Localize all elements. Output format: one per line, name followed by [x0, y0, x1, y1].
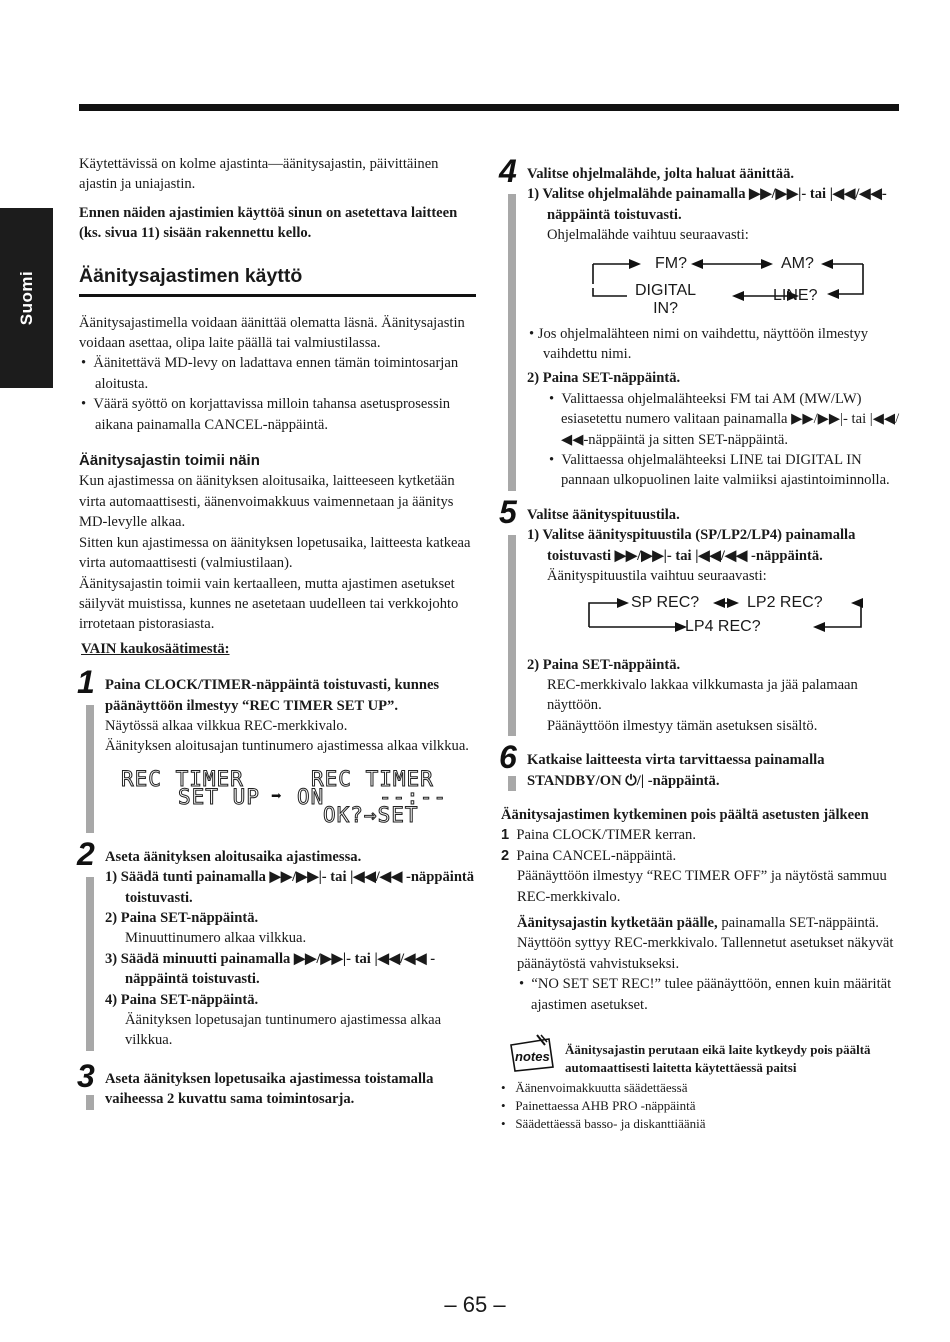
- substep-text: REC-merkkivalo lakkaa vilkkumasta ja jää palamaan näyttöön.: [547, 676, 858, 714]
- substep-bullet: • Valittaessa ohjelmalähteeksi FM tai AM (MW/LW) esiasetettu numero valitaan painamalla ▶▶/▶▶|- tai |◀◀/◀◀-näppäintä ja sitten SET-näppäintä.: [549, 390, 900, 448]
- notes-bullet: • Säädettäessä basso- ja diskanttiääniä: [501, 1116, 706, 1131]
- step-6: [499, 739, 901, 791]
- svg-text:notes: notes: [515, 1049, 550, 1064]
- substep-bullet: • Valittaessa ohjelmalähteeksi LINE tai DIGITAL IN pannaan ulkopuolinen laite valmiiksi ajastintoiminnolla.: [549, 452, 890, 489]
- step-heading: Valitse äänityspituustila.: [527, 506, 680, 523]
- notes-bullet: • Äänenvoimakkuutta säädettäessä: [501, 1080, 688, 1095]
- cycle-line: LINE?: [773, 286, 818, 304]
- substep-text: Äänityksen lopetusajan tuntinumero ajastimessa alkaa vilkkua.: [125, 1012, 442, 1049]
- cycle-fm: FM?: [655, 254, 687, 272]
- on-text: Näyttöön syttyy REC-merkkivalo. Tallennetut asetukset näkyvät päänäytöstä vahvistukseksi.: [517, 935, 894, 972]
- substep: 3) Säädä minuutti painamalla ▶▶/▶▶|- tai |◀◀/◀◀ -näppäintä toistuvasti.: [105, 950, 436, 988]
- notes-box: [501, 1041, 901, 1077]
- right-column: [499, 153, 901, 1133]
- cycle-lp2: LP2 REC?: [747, 593, 823, 611]
- step-3: [77, 1057, 476, 1110]
- section-title: Äänitysajastimen käyttö: [79, 264, 303, 287]
- substep: 2) Paina SET-näppäintä.: [527, 370, 681, 387]
- on-instruction: Äänitysajastin kytketään päälle, painamalla SET-näppäintä.: [517, 914, 879, 931]
- step-text: Näytössä alkaa vilkkua REC-merkkivalo.: [105, 717, 348, 734]
- section-title-rule: [79, 294, 476, 297]
- intro-text: Käytettävissä on kolme ajastinta—äänitysajastin, päivittäinen ajastin ja uniajastin.: [79, 156, 439, 193]
- cycle-lp4: LP4 REC?: [685, 617, 761, 635]
- remote-only-label: VAIN kaukosäätimestä:: [81, 640, 230, 657]
- section-bullet: • Väärä syöttö on korjattavissa milloin tahansa asetusprosessin aikana painamalla CANCEL-näppäintä.: [81, 396, 451, 433]
- subsection-para: Äänitysajastin toimii vain kertaalleen, mutta ajastimen asetukset säilyvät muistissa, kunnes ne asetetaan uudelleen tai verkkojohto irrotetaan pistorasiasta.: [79, 575, 459, 633]
- language-tab: [0, 208, 53, 388]
- step-heading: Paina CLOCK/TIMER-näppäintä toistuvasti, kunnes päänäyttöön ilmestyy “REC TIMER SET UP”.: [105, 677, 440, 714]
- step-bar: [86, 1095, 94, 1110]
- page-number: – 65 –: [444, 1292, 506, 1317]
- cycle-am: AM?: [781, 254, 814, 272]
- step-1: [77, 664, 476, 833]
- substep: 1) Valitse ohjelmalähde painamalla ▶▶/▶▶|- tai |◀◀/◀◀-näppäintä toistuvasti.: [527, 186, 887, 223]
- step-bar: [86, 877, 94, 1051]
- arrow-right-icon: ➡: [271, 785, 283, 807]
- substep: 1) Valitse äänityspituustila (SP/LP2/LP4) painamalla toistuvasti ▶▶/▶▶|- tai |◀◀/◀◀ -näppäintä.: [527, 527, 856, 564]
- section-intro: Äänitysajastimella voidaan äänittää olematta läsnä. Äänitysajastin voidaan asettaa, olipa laite päällä tai valmiustilassa.: [79, 314, 465, 352]
- source-cycle-diagram: [527, 252, 901, 318]
- step-number: 1: [77, 664, 95, 701]
- step-2: [77, 835, 476, 1051]
- notes-text: Äänitysajastin perutaan eikä laite kytkeydy pois päältä automaattisesti laitetta käytettäessä paitsi: [565, 1042, 871, 1075]
- step-heading: Katkaise laitteesta virta tarvittaessa painamalla STANDBY/ON ⏻/| -näppäintä.: [527, 752, 825, 789]
- lcd-display-illustration: [105, 763, 476, 833]
- step-number: 4: [499, 153, 517, 189]
- cycle-arrows: [527, 252, 901, 318]
- substep: 2) Paina SET-näppäintä.: [527, 656, 681, 673]
- notes-bullets: [501, 1079, 901, 1133]
- subsection-para: Kun ajastimessa on äänityksen aloitusaika, laitteeseen kytketään virta automaattisesti, äänenvoimakkuus vaimennetaan ja äänitys MD-levylle alkaa.: [79, 473, 455, 531]
- step-text: Äänityksen aloitusajan tuntinumero ajastimessa alkaa vilkkua.: [105, 738, 469, 755]
- lcd-left-line-1: REC TIMER: [121, 766, 244, 791]
- substep-text: Äänityspituustila vaihtuu seuraavasti:: [547, 568, 767, 585]
- step-heading: Aseta äänityksen aloitusaika ajastimessa.: [105, 848, 362, 865]
- substep: 1) Säädä tunti painamalla ▶▶/▶▶|- tai |◀◀/◀◀ -näppäintä toistuvasti.: [105, 869, 475, 906]
- cycle-sp: SP REC?: [631, 593, 700, 611]
- step-bar: [508, 776, 516, 791]
- lcd-right-line-2: ON --:--: [297, 784, 448, 809]
- substep: 2) Paina SET-näppäintä.: [105, 909, 259, 926]
- substep-text: Minuuttinumero alkaa vilkkua.: [125, 930, 307, 947]
- subsection-title: Äänitysajastin toimii näin: [79, 452, 260, 470]
- step-number: 3: [77, 1057, 95, 1094]
- step-bar: [508, 535, 516, 736]
- lcd-right-line-1: REC TIMER: [311, 766, 434, 791]
- step-note: • Jos ohjelmalähteen nimi on vaihdettu, näyttöön ilmestyy vaihdettu nimi.: [529, 325, 869, 363]
- off-item-2: 2 Paina CANCEL-näppäintä.: [501, 847, 677, 864]
- step-4: [499, 153, 901, 491]
- substep-text: Ohjelmalähde vaihtuu seuraavasti:: [547, 227, 749, 244]
- intro-warning: Ennen näiden ajastimien käyttöä sinun on asetettava laitteen (ks. sivua 11) sisään rakennettu kello.: [79, 204, 458, 242]
- subsection-para: Sitten kun ajastimessa on äänityksen lopetusaika, laitteesta katkeaa virta automaattisesti (valmiustilaan).: [79, 534, 471, 572]
- off-item-2-text: Päänäyttöön ilmestyy “REC TIMER OFF” ja näytöstä sammuu REC-merkkivalo.: [517, 868, 887, 905]
- substep-text: Päänäyttöön ilmestyy tämän asetuksen sisältö.: [547, 717, 818, 734]
- step-heading: Aseta äänityksen lopetusaika ajastimessa toistamalla vaiheessa 2 kuvattu sama toimintosarja.: [105, 1070, 434, 1108]
- notes-bullet: • Painettaessa AHB PRO -näppäintä: [501, 1098, 696, 1113]
- top-rule: [79, 104, 899, 111]
- lcd-left-line-2: SET UP: [178, 784, 260, 809]
- step-heading: Valitse ohjelmalähde, jolta haluat äänittää.: [527, 166, 795, 182]
- lcd-right-line-3: OK?→SET: [323, 802, 419, 827]
- off-item-1: 1 Paina CLOCK/TIMER kerran.: [501, 827, 696, 844]
- step-number: 6: [499, 739, 517, 776]
- language-tab-label: Suomi: [16, 270, 36, 326]
- on-bullet: • “NO SET SET REC!” tulee päänäyttöön, ennen kuin määrität ajastimen asetukset.: [519, 976, 892, 1013]
- step-bar: [508, 194, 516, 491]
- mode-cycle-diagram: [527, 593, 901, 649]
- off-section-title: Äänitysajastimen kytkeminen pois päältä asetusten jälkeen: [501, 806, 869, 823]
- section-bullet: • Äänitettävä MD-levy on ladattava ennen tämän toimintosarjan aloitusta.: [81, 355, 459, 392]
- step-5: [499, 493, 901, 736]
- notes-icon: [507, 1033, 557, 1079]
- cycle-digital-in: DIGITAL IN?: [635, 281, 697, 317]
- left-column: [79, 154, 476, 1110]
- step-number: 2: [77, 835, 95, 872]
- substep: 4) Paina SET-näppäintä.: [105, 991, 259, 1008]
- step-number: 5: [499, 493, 517, 530]
- step-bar: [86, 705, 94, 833]
